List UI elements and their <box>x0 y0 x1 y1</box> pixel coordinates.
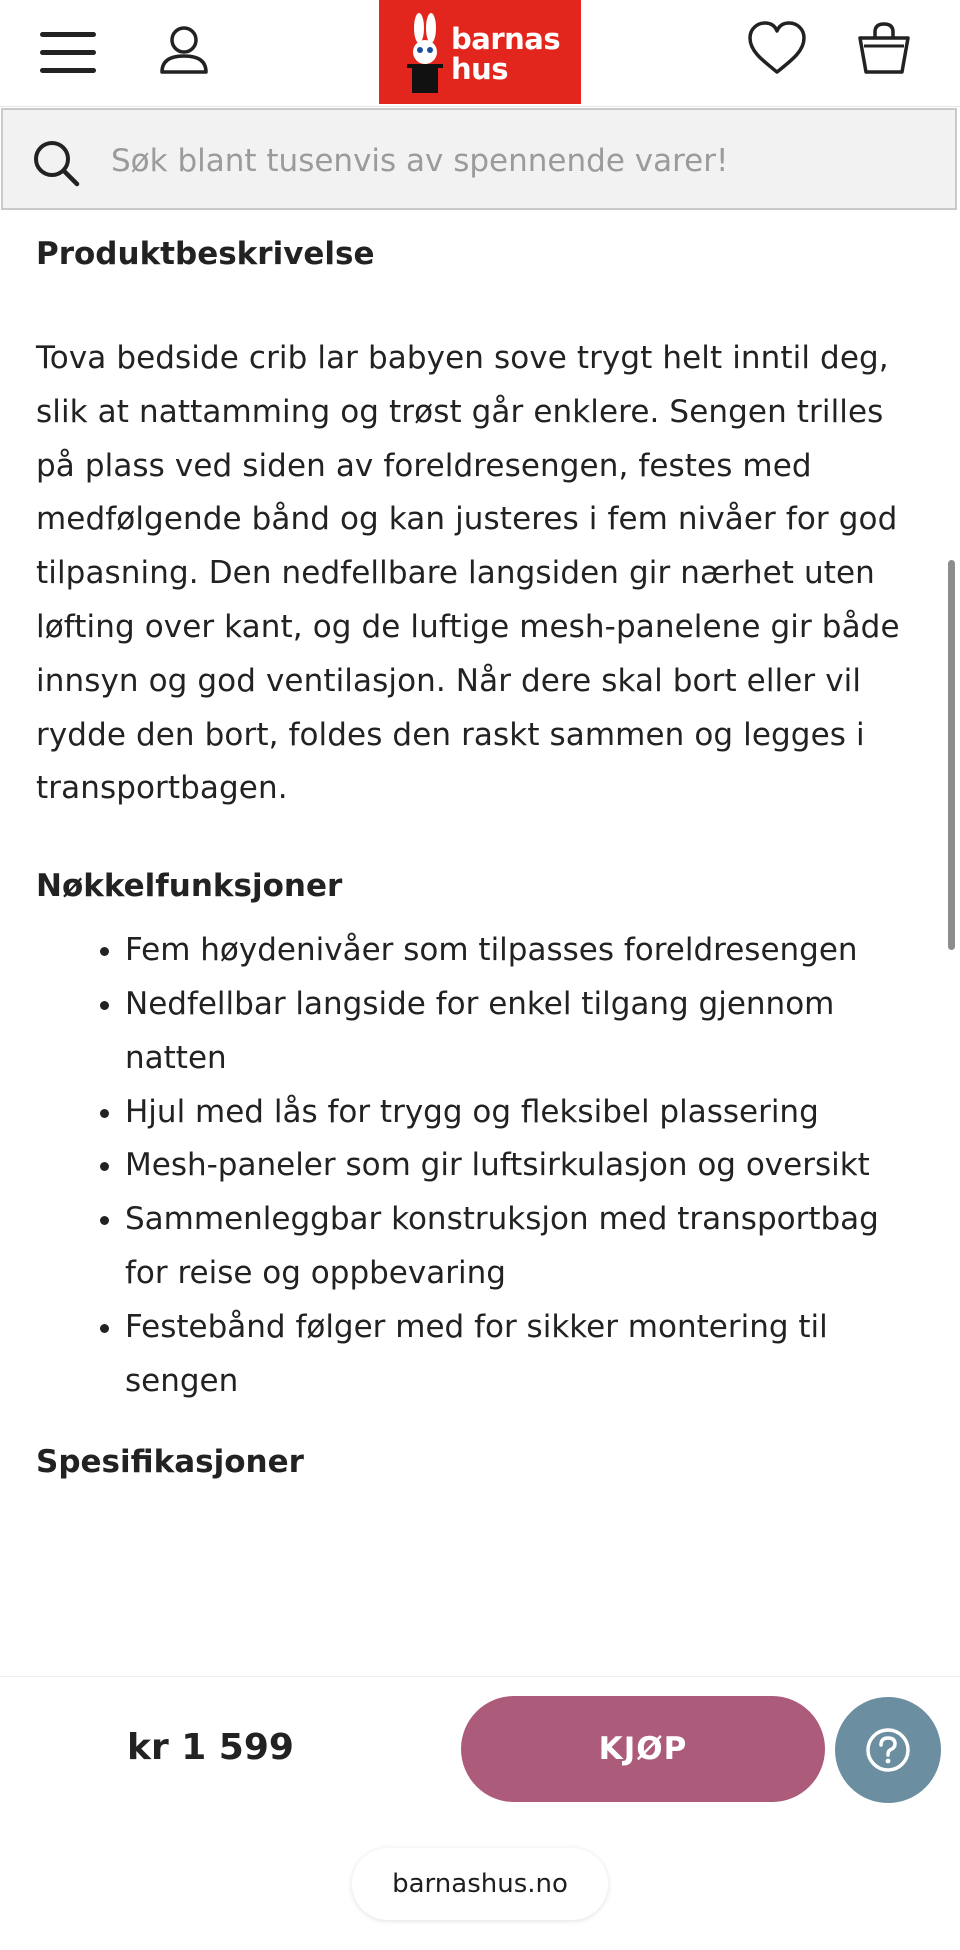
features-title: Nøkkelfunksjoner <box>36 868 343 905</box>
page-scrollbar[interactable] <box>948 560 955 950</box>
buy-button[interactable]: KJØP <box>461 1696 825 1802</box>
feature-item: • Hjul med lås for trygg og fleksibel plassering <box>125 1086 926 1140</box>
menu-button[interactable] <box>38 26 100 78</box>
search-bar <box>1 108 957 210</box>
feature-item: • Festebånd følger med for sikker montering til sengen <box>125 1301 926 1409</box>
logo-line-2: hus <box>451 52 509 86</box>
question-icon <box>865 1727 911 1773</box>
site-logo[interactable] <box>379 0 581 104</box>
browser-url-bar[interactable]: barnashus.no <box>352 1848 608 1920</box>
product-price: kr 1 599 <box>127 1727 294 1768</box>
help-button[interactable] <box>835 1697 941 1803</box>
search-input[interactable] <box>109 134 933 188</box>
product-content <box>36 214 926 1492</box>
feature-item: • Nedfellbar langside for enkel tilgang gjennom natten <box>125 978 926 1086</box>
search-icon[interactable] <box>31 138 81 188</box>
description-title: Produktbeskrivelse <box>36 236 375 272</box>
logo-wordmark <box>451 24 560 84</box>
feature-item: • Fem høydenivåer som tilpasses foreldresengen <box>125 924 926 978</box>
favorites-button[interactable] <box>746 20 808 78</box>
menu-icon <box>38 26 100 78</box>
product-description: Tova bedside crib lar babyen sove trygt helt inntil deg, slik at nattamming og trøst går enklere. Sengen trilles på plass ved siden av foreldresengen, festes med medfølgende bånd og kan justeres i fem nivåer for god tilpasning. Den nedfellbare langsiden gir nærhet uten løfting over kant, og de luftige mesh-panelene gir både innsyn og god ventilasjon. Når dere skal bort eller vil rydde den bort, foldes den raskt sammen og legges i transportbagen. <box>36 340 900 807</box>
account-button[interactable] <box>156 22 212 80</box>
feature-item: • Mesh-paneler som gir luftsirkulasjon og oversikt <box>125 1139 926 1193</box>
rabbit-hat-icon <box>399 12 449 96</box>
site-header <box>0 0 960 107</box>
features-list <box>36 924 926 1408</box>
logo-line-1: barnas <box>451 22 561 56</box>
cart-icon <box>856 20 912 78</box>
cart-button[interactable] <box>856 20 912 78</box>
heart-icon <box>746 20 808 78</box>
specs-title: Spesifikasjoner <box>36 1444 304 1481</box>
feature-item: • Sammenleggbar konstruksjon med transportbag for reise og oppbevaring <box>125 1193 926 1301</box>
purchase-bar <box>0 1676 960 1950</box>
user-icon <box>156 22 212 80</box>
